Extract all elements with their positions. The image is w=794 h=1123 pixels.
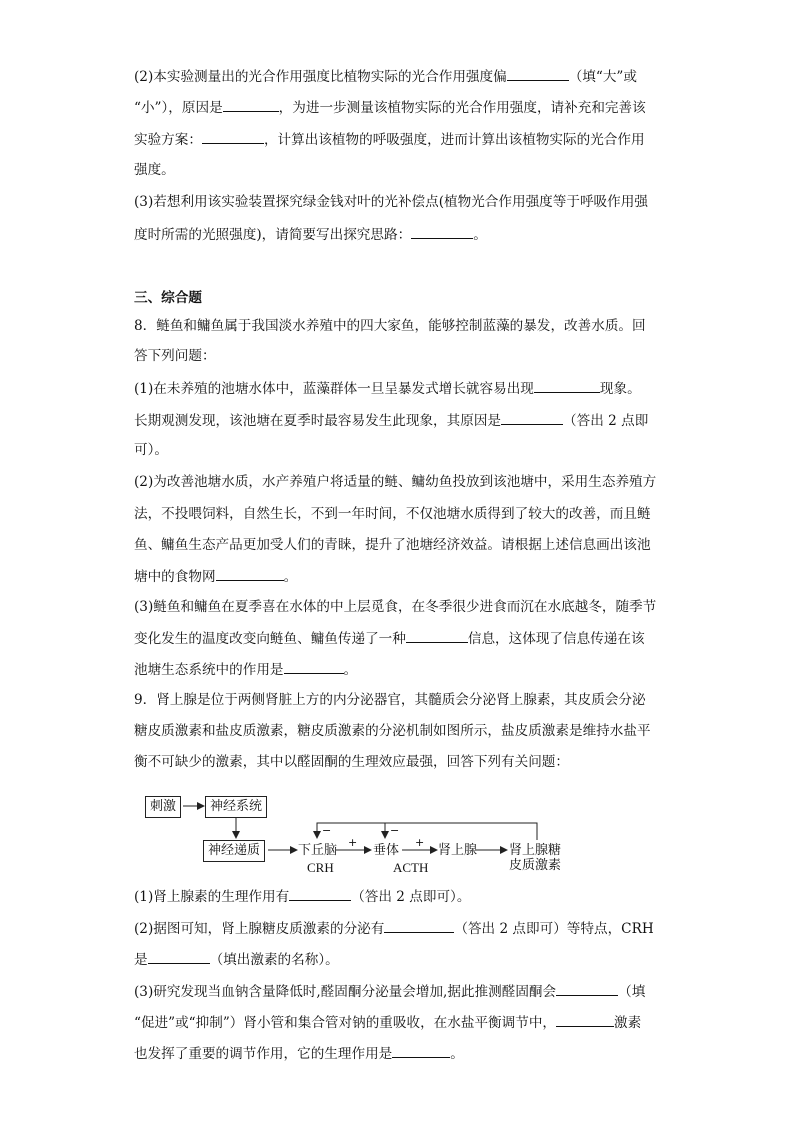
text: (3)鲢鱼和鳙鱼在夏季喜在水体的中上层觅食，在冬季很少进食而沉在水底越冬，随季节 <box>134 599 657 615</box>
text: (2)据图可知，肾上腺糖皮质激素的分泌有 <box>134 921 385 937</box>
text: 法，不投喂饲料，自然生长，不到一年时间，不仅池塘水质得到了较大的改善，而且鲢 <box>134 506 651 522</box>
minus-sign-2: − <box>390 824 400 837</box>
text: 衡不可缺少的激素，其中以醛固酮的生理效应最强，回答下列有关问题： <box>134 754 569 770</box>
text: ，为进一步测量该植物实际的光合作用强度，请补充和完善该 <box>278 100 646 116</box>
text: (2)为改善池塘水质，水产养殖户将适量的鲢、鳙幼鱼投放到该池塘中，采用生态养殖方 <box>134 474 657 490</box>
text: 池塘生态系统中的作用是 <box>134 662 284 678</box>
answer-blank[interactable] <box>556 1012 614 1027</box>
text: 强度。 <box>134 162 175 178</box>
text: 答下列问题： <box>134 348 216 364</box>
answer-blank[interactable] <box>148 949 210 964</box>
text: 糖皮质激素和盐皮质激素，糖皮质激素的分泌机制如图所示，盐皮质激素是维持水盐平 <box>134 723 651 739</box>
text: 。 <box>283 569 298 585</box>
text: 。 <box>343 662 358 678</box>
hypothalamus-label: 下丘脑 <box>298 843 338 858</box>
answer-blank[interactable] <box>392 1043 450 1058</box>
glucocorticoid-label-1: 肾上腺糖 <box>509 843 562 858</box>
text: （答出 2 点即 <box>563 413 649 429</box>
text: （填出激素的名称）。 <box>209 952 339 968</box>
text: ，计算出该植物的呼吸强度，进而计算出该植物实际的光合作用 <box>263 132 645 148</box>
q9-p3-line2 <box>134 1012 641 1033</box>
nervous-system-box: 神经系统 <box>205 796 267 818</box>
text: (2)本实验测量出的光合作用强度比植物实际的光合作用强度偏 <box>134 69 507 85</box>
text: 长期观测发现，该池塘在夏季时最容易发生此现象，其原因是 <box>134 413 502 429</box>
acth-label: ACTH <box>393 860 429 875</box>
q9-p3-line1 <box>134 981 645 1002</box>
text: (1)肾上腺素的生理作用有 <box>134 889 290 905</box>
text: 9．肾上腺是位于两侧肾脏上方的内分泌器官，其髓质会分泌肾上腺素，其皮质会分泌 <box>134 692 646 708</box>
plus-sign-2: + <box>415 836 425 849</box>
q9-p1-line1 <box>134 886 470 907</box>
minus-sign-1: − <box>322 824 332 837</box>
stimulus-box: 刺激 <box>145 796 181 818</box>
text: （填 <box>618 984 646 1000</box>
text: 也发挥了重要的调节作用，它的生理作用是 <box>134 1046 393 1062</box>
answer-blank[interactable] <box>289 886 351 901</box>
text: (3)研究发现当血钠含量降低时,醛固酮分泌量会增加,据此推测醛固酮会 <box>134 984 557 1000</box>
answer-blank[interactable] <box>556 981 618 996</box>
q9-p2-line2 <box>134 949 339 970</box>
section-title: 三、综合题 <box>134 290 202 306</box>
text: (3)若想利用该实验装置探究绿金钱对叶的光补偿点(植物光合作用强度等于呼吸作用强 <box>134 194 648 210</box>
q9-p2-line1 <box>134 918 654 939</box>
crh-label: CRH <box>307 860 334 875</box>
text: 激素 <box>614 1015 642 1031</box>
text: （填“大”或 <box>568 69 637 85</box>
answer-blank[interactable] <box>384 918 454 933</box>
text: 。 <box>450 1046 464 1062</box>
text: 塘中的食物网 <box>134 569 216 585</box>
q9-p3-line3 <box>134 1043 464 1064</box>
text: 8．鲢鱼和鳙鱼属于我国淡水养殖中的四大家鱼，能够控制蓝藻的暴发，改善水质。回 <box>134 318 646 334</box>
text: 。 <box>473 227 487 243</box>
text: 现象。 <box>599 381 641 397</box>
glucocorticoid-label-2: 皮质激素 <box>509 858 562 873</box>
text: (1)在未养殖的池塘水体中，蓝藻群体一旦呈暴发式增长就容易出现 <box>134 381 534 397</box>
text: “促进”或“抑制”）肾小管和集合管对钠的重吸收，在水盐平衡调节中， <box>134 1015 557 1031</box>
text: 实验方案： <box>134 132 202 148</box>
neurotransmitter-box: 神经递质 <box>203 840 265 862</box>
plus-sign-1: + <box>348 836 358 849</box>
text: （答出 2 点即可）。 <box>351 889 471 905</box>
text: 可）。 <box>134 442 168 458</box>
text: 度时所需的光照强度)，请简要写出探究思路： <box>134 227 412 243</box>
text: 鱼、鳙鱼生态产品更加受人们的青睐，提升了池塘经济效益。请根据上述信息画出该池 <box>134 537 651 553</box>
text: 变化发生的温度改变向鲢鱼、鳙鱼传递了一种 <box>134 631 406 647</box>
text: 是 <box>134 952 148 968</box>
text: 信息，这体现了信息传递在该 <box>467 631 645 647</box>
text: （答出 2 点即可）等特点，CRH <box>454 921 654 937</box>
pituitary-label: 垂体 <box>373 843 400 858</box>
text: “小”），原因是 <box>134 100 223 116</box>
adrenal-label: 肾上腺 <box>438 843 478 858</box>
